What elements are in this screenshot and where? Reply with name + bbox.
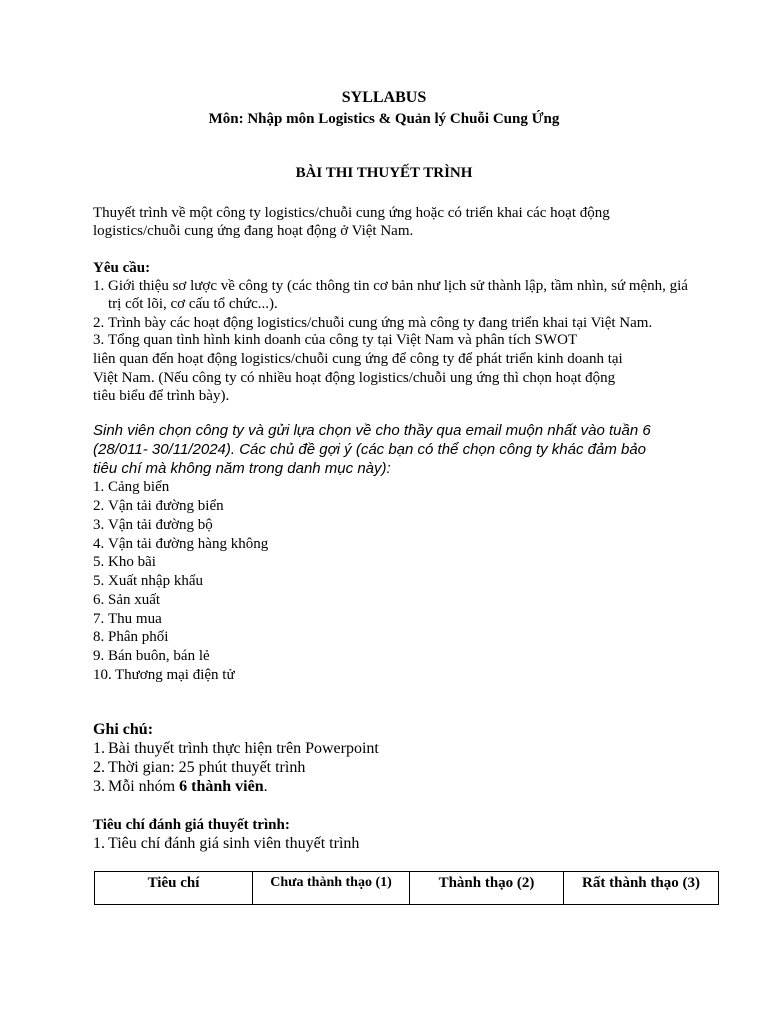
table-header-row — [95, 872, 719, 905]
list-number: 4. — [93, 536, 105, 552]
table-header-cell: Tiêu chí — [95, 872, 253, 905]
topic-label: Kho bãi — [108, 554, 156, 570]
topic-label: Cảng biển — [108, 479, 170, 495]
topic-item — [93, 647, 210, 665]
list-number: 2. — [93, 759, 105, 776]
topic-item — [93, 628, 168, 646]
exam-title: BÀI THI THUYẾT TRÌNH — [295, 165, 473, 181]
instructions-line-2: (28/011- 30/11/2024). Các chủ đề gợi ý (các bạn có thể chọn công ty khác đảm bảo — [93, 441, 647, 458]
topic-item — [93, 478, 169, 496]
instructions-line-3: tiêu chí mà không năm trong danh mục này): — [93, 460, 391, 477]
list-number: 3. — [93, 332, 105, 348]
requirement-item-2 — [93, 314, 652, 332]
criteria-item — [93, 835, 359, 853]
note-item — [93, 740, 379, 758]
table-header-cell: Thành thạo (2) — [410, 872, 564, 905]
requirement-item-3-cont-2: Việt Nam. (Nếu công ty có nhiều hoạt động logistics/chuỗi ung ứng thì chọn hoạt động — [93, 370, 616, 386]
note-text-end: . — [263, 778, 268, 795]
topic-label: Thương mại điện tử — [115, 667, 235, 683]
requirement-text: Trình bày các hoạt động logistics/chuỗi cung ứng mà công ty đang triển khai tại Việt Nam. — [108, 315, 653, 331]
list-number: 6. — [93, 592, 105, 608]
requirement-text: Giới thiệu sơ lược về công ty (các thông tin cơ bản như lịch sử thành lập, tầm nhìn, sứ mệnh, giá — [108, 278, 688, 294]
requirement-text: Tổng quan tình hình kinh doanh của công ty tại Việt Nam và phân tích SWOT — [108, 332, 578, 348]
intro-line-2: logistics/chuỗi cung ứng đang hoạt động ở Việt Nam. — [93, 223, 414, 239]
topic-label: Bán buôn, bán lẻ — [108, 648, 210, 664]
topic-item — [93, 572, 203, 590]
table-header-cell: Chưa thành thạo (1) — [253, 872, 410, 905]
list-number: 2. — [93, 498, 105, 514]
topic-label: Thu mua — [108, 611, 162, 627]
note-text: Bài thuyết trình thực hiện trên Powerpoint — [108, 740, 379, 757]
course-name: Môn: Nhập môn Logistics & Quản lý Chuỗi Cung Ứng — [208, 111, 560, 127]
topic-item — [93, 516, 213, 534]
criteria-text: Tiêu chí đánh giá sinh viên thuyết trình — [108, 835, 360, 852]
list-number: 3. — [93, 778, 105, 795]
criteria-heading: Tiêu chí đánh giá thuyết trình: — [93, 817, 290, 833]
note-text: Thời gian: 25 phút thuyết trình — [108, 759, 306, 776]
list-number: 1. — [93, 740, 105, 757]
list-number: 10. — [93, 667, 112, 683]
topic-label: Phân phối — [108, 629, 169, 645]
list-number: 1. — [93, 835, 105, 852]
list-number: 2. — [93, 315, 105, 331]
topic-item — [93, 497, 224, 515]
topic-label: Sản xuất — [108, 592, 161, 608]
topic-item — [93, 591, 160, 609]
list-number: 1. — [93, 479, 105, 495]
list-number: 5. — [93, 573, 105, 589]
requirements-heading: Yêu cầu: — [93, 260, 151, 276]
topic-item — [93, 666, 235, 684]
table-header-cell: Rất thành thạo (3) — [564, 872, 719, 905]
instructions-line-1: Sinh viên chọn công ty và gửi lựa chọn về cho thầy qua email muộn nhất vào tuần 6 — [93, 422, 651, 439]
note-item — [93, 778, 268, 796]
requirement-item-1 — [93, 277, 688, 295]
note-emphasis: 6 thành viên — [179, 778, 264, 795]
note-text: Mỗi nhóm — [108, 778, 180, 795]
topic-label: Vận tải đường bộ — [108, 517, 213, 533]
list-number: 8. — [93, 629, 105, 645]
requirement-item-3 — [93, 331, 577, 349]
requirement-item-1-cont: trị cốt lõi, cơ cấu tổ chức...). — [108, 296, 278, 312]
topic-label: Vận tải đường biển — [108, 498, 224, 514]
list-number: 1. — [93, 278, 105, 294]
topic-label: Vận tải đường hàng không — [108, 536, 269, 552]
list-number: 9. — [93, 648, 105, 664]
topic-item — [93, 610, 162, 628]
document-title: SYLLABUS — [341, 89, 427, 106]
intro-line-1: Thuyết trình về một công ty logistics/chuỗi cung ứng hoặc có triển khai các hoạt động — [93, 205, 610, 221]
criteria-table — [94, 871, 719, 905]
note-item — [93, 759, 305, 777]
list-number: 5. — [93, 554, 105, 570]
requirement-item-3-cont-3: tiêu biểu để trình bày). — [93, 388, 230, 404]
topic-item — [93, 535, 268, 553]
requirement-item-3-cont-1: liên quan đến hoạt động logistics/chuỗi cung ứng để công ty để phát triển kinh doanh tại — [93, 351, 623, 367]
topic-item — [93, 553, 156, 571]
topic-label: Xuất nhập khẩu — [108, 573, 203, 589]
list-number: 7. — [93, 611, 105, 627]
notes-heading: Ghi chú: — [93, 721, 154, 738]
list-number: 3. — [93, 517, 105, 533]
